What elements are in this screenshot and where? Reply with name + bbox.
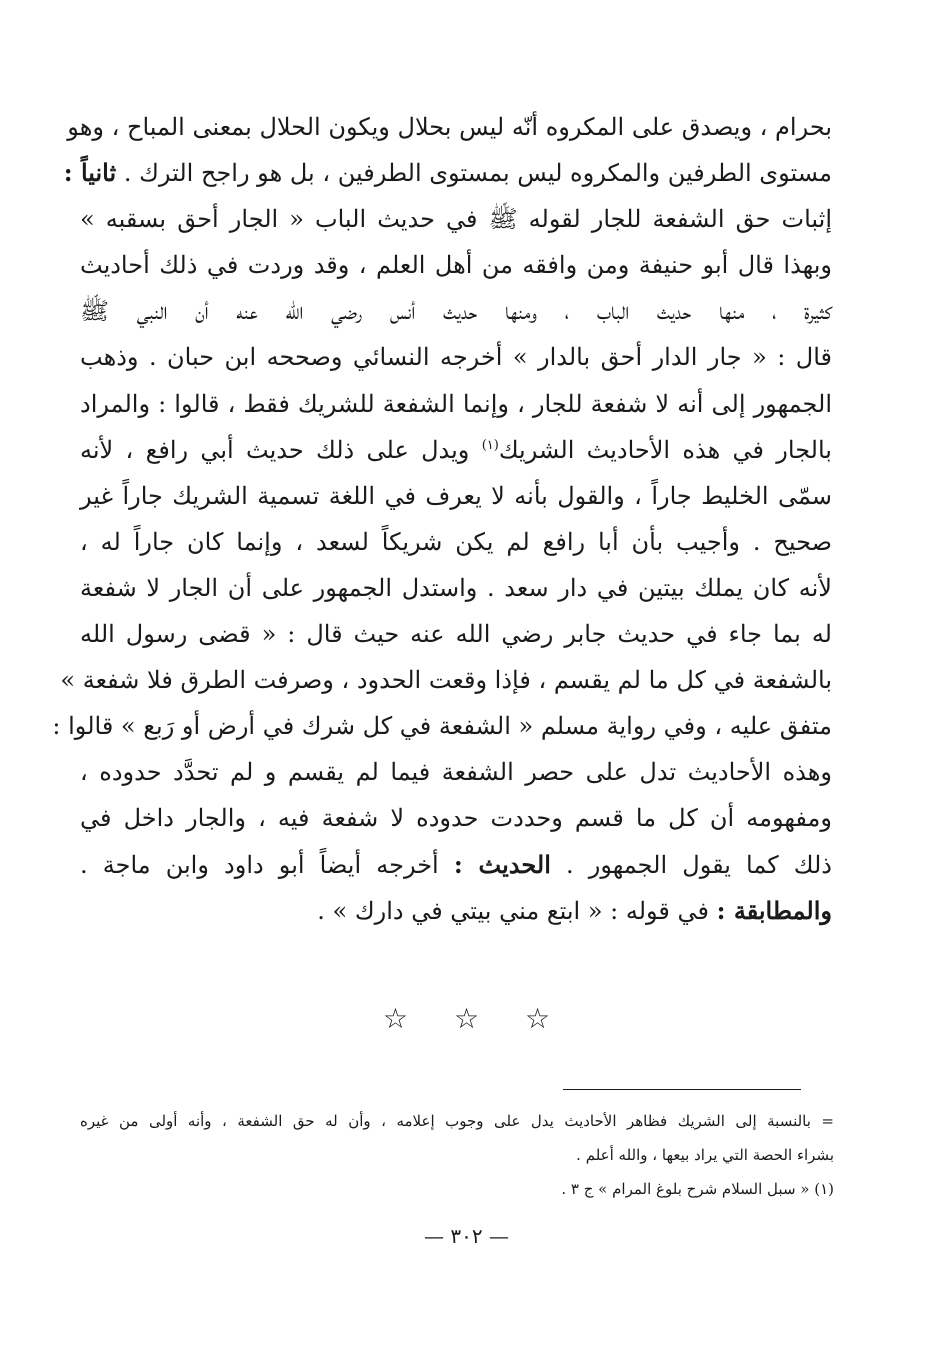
star-icon: ☆ [382, 1002, 408, 1035]
text-line-14: متفق عليه ، وفي رواية مسلم « الشفعة في كل شرك في أرض أو رَبع » قالوا : [52, 712, 832, 741]
text-line-9: سمّى الخليط جاراً ، والقول بأنه لا يعرف في اللغة تسمية الشريك جاراً غير [80, 481, 832, 510]
section-divider-stars [0, 1004, 933, 1034]
text-line-10: صحيح . وأجيب بأن أبا رافع لم يكن شريكاً لسعد ، وإنما كان جاراً له ، [80, 527, 832, 556]
footnote-line-2: بشراء الحصة التي يراد بيعها ، والله أعلم . [576, 1146, 834, 1164]
footnote-line-1: = بالنسبة إلى الشريك فظاهر الأحاديث يدل على وجوب إعلامه ، وأن له حق الشفعة ، وأنه أولى من غيره [80, 1112, 834, 1130]
text-line-3: إثبات حق الشفعة للجار لقوله ﷺ في حديث الباب « الجار أحق بسقبه » [80, 205, 832, 234]
text-line-5: كثيرة ، منها حديث الباب ، ومنها حديث أنس رضي الله عنه أن النبي ﷺ [80, 297, 832, 326]
text-line-12: له بما جاء في حديث جابر رضي الله عنه حيث قال : « قضى رسول الله [80, 620, 832, 649]
bold-term-hadith: الحديث : [453, 849, 551, 879]
text-line-8: بالجار في هذه الأحاديث الشريك$^{(١)}$ ويدل على ذلك حديث أبي رافع ، لأنه [80, 435, 832, 464]
text-line-13: بالشفعة في كل ما لم يقسم ، فإذا وقعت الحدود ، وصرفت الطرق فلا شفعة » [60, 666, 832, 695]
footnote-separator [563, 1089, 801, 1090]
page-number: — ٣٠٢ — [424, 1224, 509, 1248]
footnote-reference: (١) [481, 437, 499, 453]
text-line-11: لأنه كان يملك بيتين في دار سعد . واستدل الجمهور على أن الجار لا شفعة [80, 573, 832, 602]
text-line-7: الجمهور إلى أنه لا شفعة للجار ، وإنما الشفعة للشريك فقط ، قالوا : والمراد [80, 389, 832, 418]
star-icon: ☆ [453, 1002, 480, 1035]
text-line-16: ومفهومه أن كل ما قسم وحددت حدوده لا شفعة فيه ، والجار داخل في [80, 804, 832, 833]
footnotes [80, 1104, 834, 1206]
text-line-6: قال : « جار الدار أحق بالدار » أخرجه النسائي وصححه ابن حبان . وذهب [80, 343, 832, 372]
bold-term-thaniyan: ثانياً : [63, 158, 117, 188]
star-icon: ☆ [525, 1002, 551, 1035]
text-line-2: مستوى الطرفين والمكروه ليس بمستوى الطرفين ، بل هو راجح الترك . ثانياً : [63, 158, 832, 188]
text-line-18: والمطابقة : في قوله : « ابتع مني بيتي في دارك » . [317, 895, 832, 925]
text-line-17: ذلك كما يقول الجمهور . الحديث : أخرجه أيضاً أبو داود وابن ماجة . [80, 849, 832, 879]
text-line-1: بحرام ، ويصدق على المكروه أنّه ليس بحلال ويكون الحلال بمعنى المباح ، وهو [67, 113, 832, 141]
text-line-4: وبهذا قال أبو حنيفة ومن وافقه من أهل العلم ، وقد وردت في ذلك أحاديث [80, 251, 832, 280]
main-text [52, 104, 832, 934]
text-line-15: وهذه الأحاديث تدل على حصر الشفعة فيما لم يقسم و لم تحدَّد حدوده ، [80, 758, 832, 787]
footnote-1: (١) « سبل السلام شرح بلوغ المرام » ج ٣ . [561, 1180, 834, 1198]
bold-term-mutabaqa: والمطابقة : [716, 895, 832, 925]
